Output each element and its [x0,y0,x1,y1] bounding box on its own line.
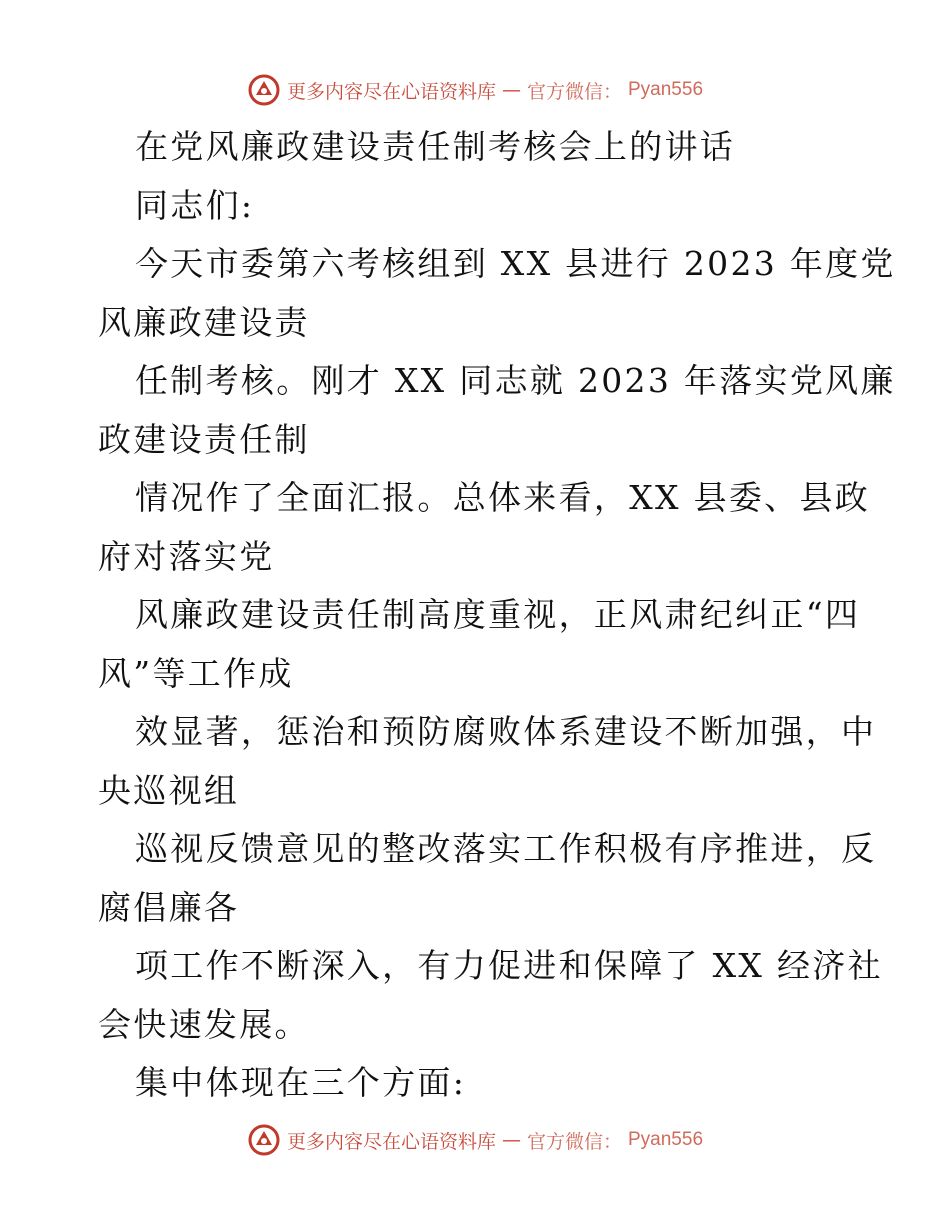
text-line: 情况作了全面汇报。总体来看，XX 县委、县政 [135,478,871,517]
header-watermark [0,70,950,110]
watermark-handle: Pyan556 [628,1129,704,1150]
text-line: 项工作不断深入，有力促进和保障了 XX 经济社 [135,946,883,985]
text-line: 央巡视组 [98,770,240,810]
text-line: 会快速发展。 [98,1004,310,1044]
watermark-separator: — [501,1129,521,1151]
text-line: 巡视反馈意见的整改落实工作积极有序推进，反 [135,829,877,868]
watermark-handle: Pyan556 [628,79,704,100]
watermark-suffix: 官方微信： [526,1130,622,1153]
text-line: 府对落实党 [98,536,275,576]
logo-icon [247,1123,281,1157]
logo-icon [247,73,281,107]
watermark-text: 更多内容尽在心语资料库 [286,1130,496,1153]
text-line: 在党风廉政建设责任制考核会上的讲话 [135,127,736,166]
text-line: 政建设责任制 [98,419,310,459]
text-line: 风廉政建设责 [98,302,310,342]
text-line: 任制考核。刚才 XX 同志就 2023 年落实党风廉 [135,361,896,400]
text-line: 集中体现在三个方面: [135,1063,467,1102]
text-line: 今天市委第六考核组到 XX 县进行 2023 年度党 [135,244,896,283]
text-line: 腐倡廉各 [98,887,240,927]
text-line: 风”等工作成 [98,653,294,693]
watermark-suffix: 官方微信： [526,80,622,103]
text-line: 风廉政建设责任制高度重视，正风肃纪纠正“四 [135,595,861,634]
footer-watermark [0,1120,950,1160]
text-line: 效显著，惩治和预防腐败体系建设不断加强，中 [135,712,877,751]
watermark-text: 更多内容尽在心语资料库 [286,80,496,103]
text-line: 同志们: [135,185,255,225]
document-body [98,118,896,1113]
watermark-separator: — [501,79,521,101]
